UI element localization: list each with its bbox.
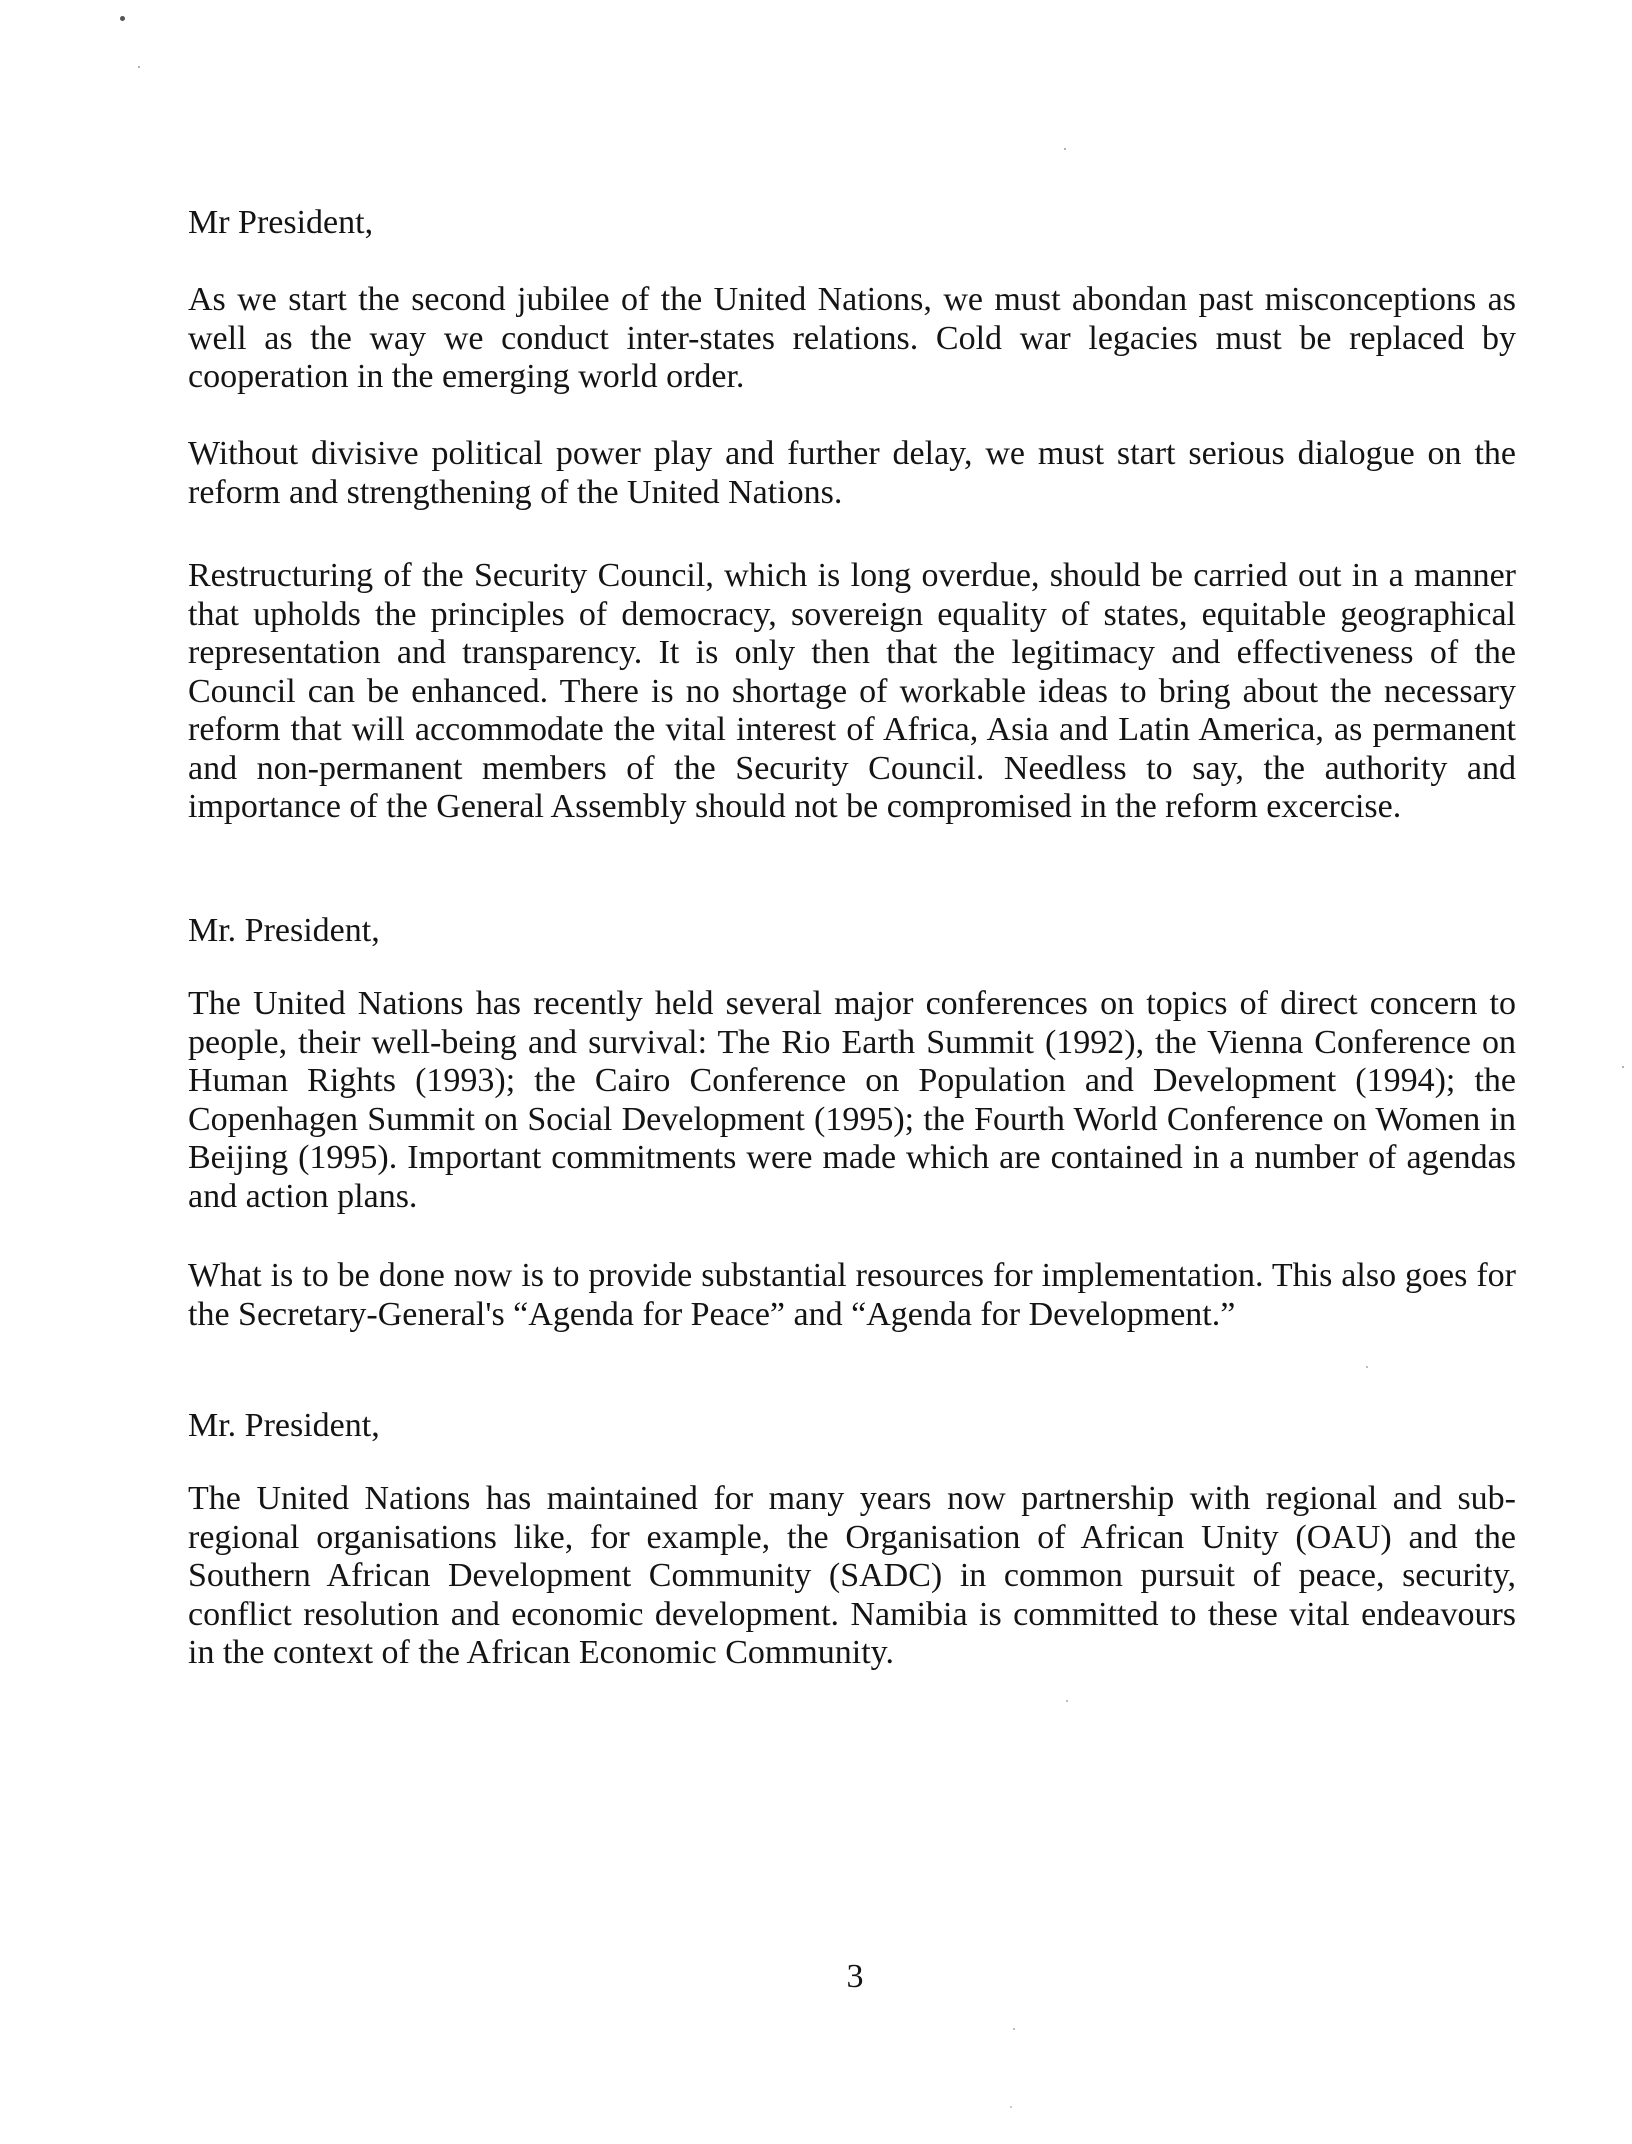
- scan-speck: [1622, 1066, 1624, 1068]
- scan-speck: [1010, 2106, 1012, 2108]
- scan-speck: [1066, 1700, 1068, 1702]
- scan-speck: [1366, 1366, 1368, 1368]
- paragraph-reform-dialogue: Without divisive political power play and further delay, we must start serious dialogue on the reform and strengthening of the United Nations.: [188, 435, 1516, 511]
- scan-speck: [1013, 2028, 1015, 2030]
- paragraph-second-jubilee: As we start the second jubilee of the United Nations, we must abondan past misconceptions as well as the way we conduct inter-states relations. Cold war legacies must be replaced by cooperation in the emerging world order.: [188, 281, 1516, 395]
- scan-speck: [1064, 148, 1066, 150]
- paragraph-security-council: Restructuring of the Security Council, which is long overdue, should be carried out in a manner that upholds the principles of democracy, sovereign equality of states, equitable geographical representation and transparency. It is only then that the legitimacy and effectiveness of the Council can be enhanced. There is no shortage of workable ideas to bring about the necessary reform that will accommodate the vital interest of Africa, Asia and Latin America, as permanent and non-permanent members of the Security Council. Needless to say, the authority and importance of the General Assembly should not be compromised in the reform excercise.: [188, 557, 1516, 825]
- salutation-mr-president: Mr. President,: [188, 912, 380, 949]
- paragraph-major-conferences: The United Nations has recently held several major conferences on topics of direct concern to people, their well-being and survival: The Rio Earth Summit (1992), the Vienna Conference on Human Rights (1993); the Cairo Conference on Population and Development (1994); the Copenhagen Summit on Social Development (1995); the Fourth World Conference on Women in Beijing (1995). Important commitments were made which are contained in a number of agendas and action plans.: [188, 985, 1516, 1215]
- scan-speck: [138, 66, 140, 68]
- paragraph-resources-implementation: What is to be done now is to provide substantial resources for implementation. This also goes for the Secretary-General's “Agenda for Peace” and “Agenda for Development.”: [188, 1257, 1516, 1333]
- salutation-mr-president: Mr President,: [188, 204, 374, 241]
- salutation-mr-president: Mr. President,: [188, 1407, 380, 1444]
- scan-speck: [120, 16, 125, 21]
- page-number: 3: [846, 1958, 864, 1995]
- paragraph-regional-partnership: The United Nations has maintained for many years now partnership with regional and sub-regional organisations like, for example, the Organisation of African Unity (OAU) and the Southern African Development Community (SADC) in common pursuit of peace, security, conflict resolution and economic development. Namibia is committed to these vital endeavours in the context of the African Economic Community.: [188, 1480, 1516, 1671]
